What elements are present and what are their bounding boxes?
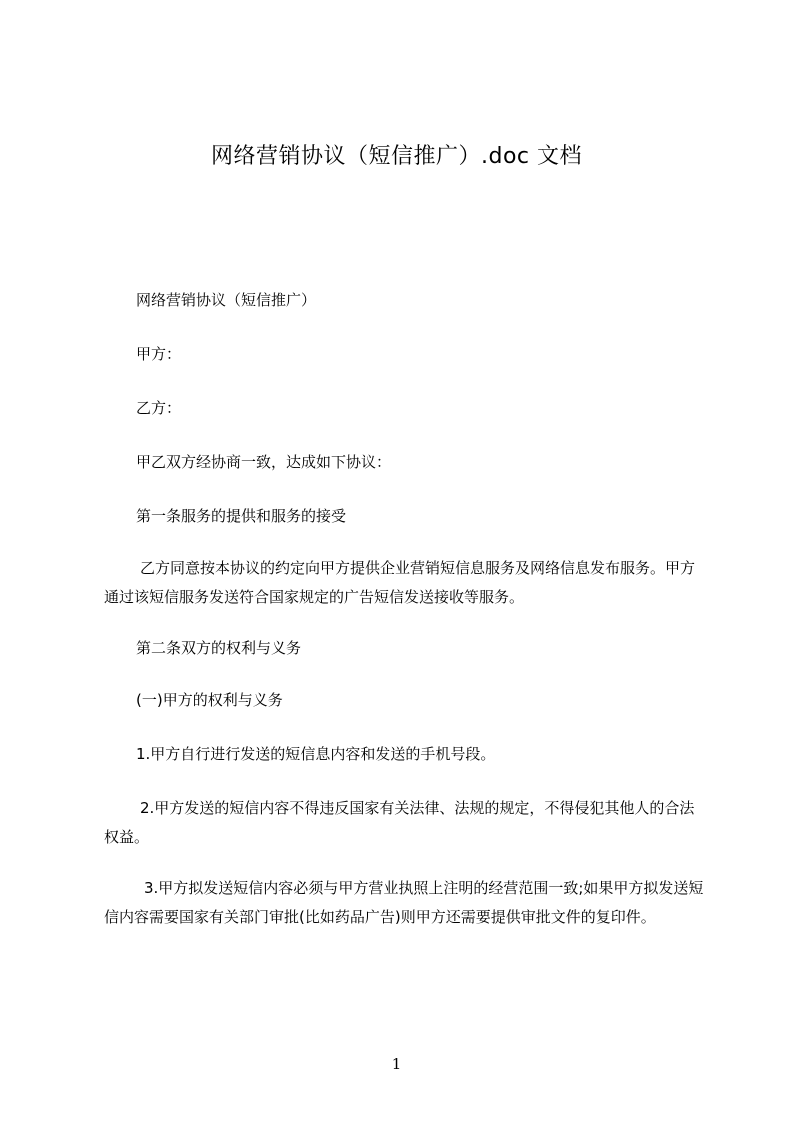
document-title: 网络营销协议（短信推广）.doc 文档 (210, 144, 582, 169)
paragraph-item-2: 2.甲方发送的短信内容不得违反国家有关法律、法规的规定，不得侵犯其他人的合法权益。 (104, 799, 695, 846)
paragraph-agreement-heading: 网络营销协议（短信推广） (136, 291, 317, 309)
paragraph-party-a: 甲方： (136, 345, 182, 363)
paragraph-item-1: 1.甲方自行进行发送的短信息内容和发送的手机号段。 (136, 745, 496, 763)
paragraph-consensus: 甲乙双方经协商一致，达成如下协议： (136, 453, 392, 471)
paragraph-article-two-heading: 第二条双方的权利与义务 (136, 639, 302, 657)
paragraph-party-b: 乙方： (136, 399, 182, 417)
paragraph-party-a-rights-heading: (一)甲方的权利与义务 (136, 691, 283, 709)
paragraph-article-one-heading: 第一条服务的提供和服务的接受 (136, 507, 347, 525)
paragraph-article-one-body: 乙方同意按本协议的约定向甲方提供企业营销短信息服务及网络信息发布服务。甲方通过该短信服务发送符合国家规定的广告短信发送接收等服务。 (104, 559, 696, 606)
paragraph-item-3: 3.甲方拟发送短信内容必须与甲方营业执照上注明的经营范围一致;如果甲方拟发送短信内容需要国家有关部门审批(比如药品广告)则甲方还需要提供审批文件的复印件。 (104, 879, 704, 926)
page-number: 1 (391, 1055, 402, 1073)
